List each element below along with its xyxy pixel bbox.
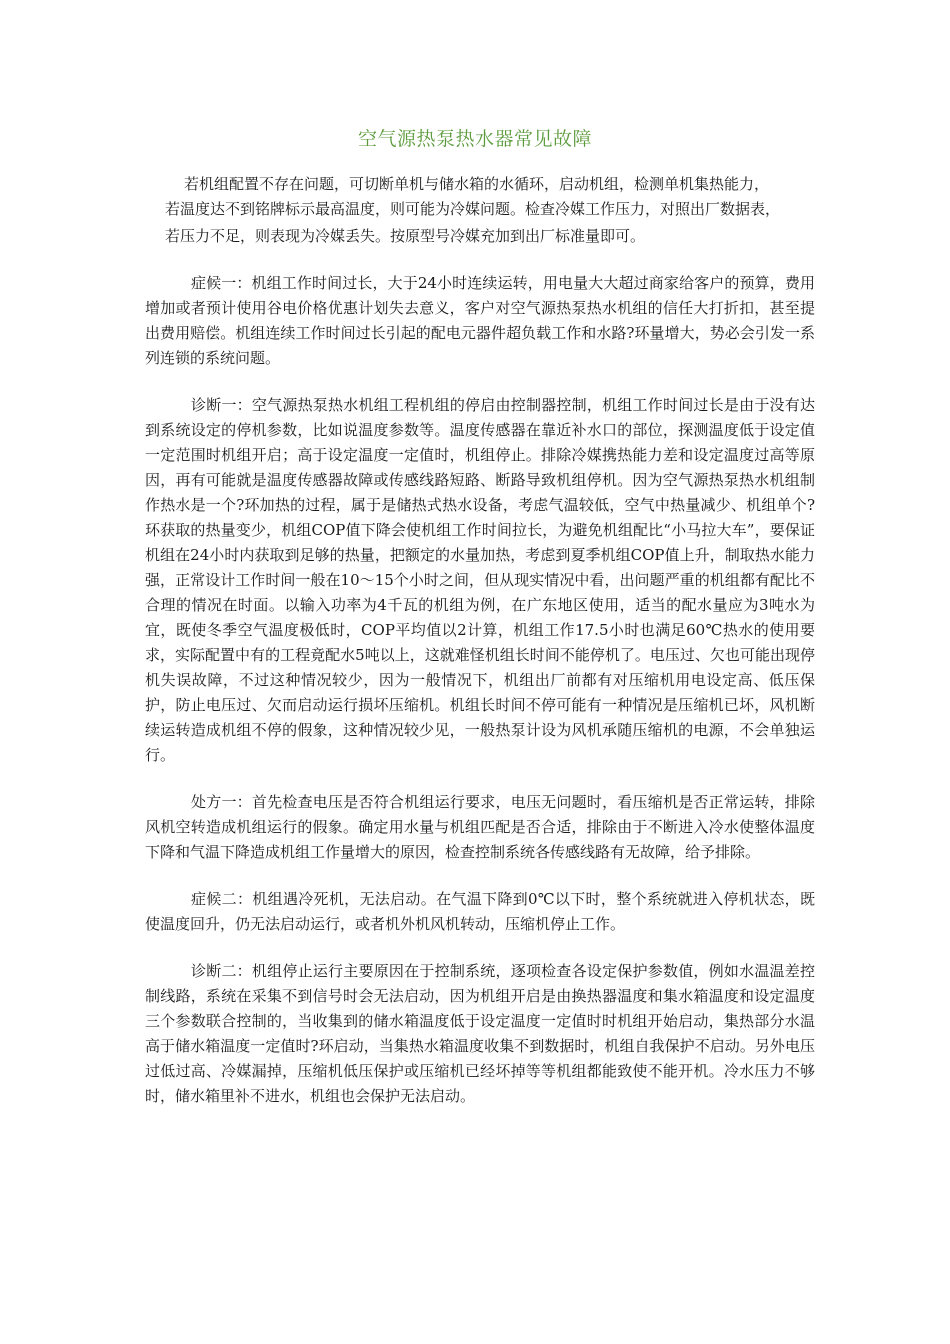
symptom-one-paragraph: 症候一：机组工作时间过长，大于24小时连续运转，用电量大大超过商家给客户的预算，费用增加或者预计使用谷电价格优惠计划失去意义，客户对空气源热泵热水机组的信任大打折扣，甚至提出费用赔偿。机组连续工作时间过长引起的配电元器件超负载工作和水路?环量增大，势必会引发一系列连锁的系统问题。: [145, 274, 815, 367]
intro-line-2: 若温度达不到铭牌标示最高温度，则可能为冷媒问题。检查冷媒工作压力，对照出厂数据表，: [165, 200, 781, 218]
diagnosis-two-paragraph: 诊断二：机组停止运行主要原因在于控制系统，逐项检查各设定保护参数值，例如水温温差控制线路，系统在采集不到信号时会无法启动，因为机组开启是由换热器温度和集水箱温度和设定温度三个参数联合控制的，当收集到的储水箱温度低于设定温度一定值时时机组开始启动，集热部分水温高于储水箱温度一定值时?环启动，当集热水箱温度收集不到数据时，机组自我保护不启动。另外电压过低过高、冷媒漏掉，压缩机低压保护或压缩机已经坏掉等等机组都能致使不能开机。冷水压力不够时，储水箱里补不进水，机组也会保护无法启动。: [145, 962, 815, 1105]
intro-line-3: 若压力不足，则表现为冷媒丢失。按原型号冷媒充加到出厂标准量即可。: [165, 227, 646, 245]
diagnosis-one-paragraph: 诊断一：空气源热泵热水机组工程机组的停启由控制器控制，机组工作时间过长是由于没有达到系统设定的停机参数，比如说温度参数等。温度传感器在靠近补水口的部位，探测温度低于设定值一定范围时机组开启；高于设定温度一定值时，机组停止。排除冷媒携热能力差和设定温度过高等原因，再有可能就是温度传感器故障或传感线路短路、断路导致机组停机。因为空气源热泵热水机组制作热水是一个?环加热的过程，属于是储热式热水设备，考虑气温较低，空气中热量减少、机组单个?环获取的热量变少，机组COP值下降会使机组工作时间拉长，为避免机组配比“小马拉大车”，要保证机组在24小时内获取到足够的热量，把额定的水量加热，考虑到夏季机组COP值上升，制取热水能力强，正常设计工作时间一般在10～15个小时之间，但从现实情况中看，出问题严重的机组都有配比不合理的情况在时面。以输入功率为4千瓦的机组为例，在广东地区使用，适当的配水量应为3吨水为宜，既使冬季空气温度极低时，COP平均值以2计算，机组工作17.5小时也满足60℃热水的使用要求，实际配置中有的工程竟配水5吨以上，这就难怪机组长时间不能停机了。电压过、欠也可能出现停机失误故障，不过这种情况较少，因为一般情况下，机组出厂前都有对压缩机用电设定高、低压保护，防止电压过、欠而启动运行损坏压缩机。机组长时间不停可能有一种情况是压缩机已坏，风机断续运转造成机组不停的假象，这种情况较少见，一般热泵计设为风机承随压缩机的电源，不会单独运行。: [145, 396, 815, 764]
document-title: 空气源热泵热水器常见故障: [357, 128, 592, 150]
intro-line-1: 若机组配置不存在问题，可切断单机与储水箱的水循环，启动机组，检测单机集热能力，: [184, 175, 770, 193]
document-body: [145, 172, 815, 1109]
remedy-one-paragraph: 处方一：首先检查电压是否符合机组运行要求，电压无问题时，看压缩机是否正常运转，排除风机空转造成机组运行的假象。确定用水量与机组匹配是否合适，排除由于不断进入冷水使整体温度下降和气温下降造成机组工作量增大的原因，检查控制系统各传感线路有无故障，给予排除。: [145, 793, 815, 861]
symptom-two-paragraph: 症候二：机组遇冷死机，无法启动。在气温下降到0℃以下时，整个系统就进入停机状态，既使温度回升，仍无法启动运行，或者机外机风机转动，压缩机停止工作。: [145, 890, 815, 933]
